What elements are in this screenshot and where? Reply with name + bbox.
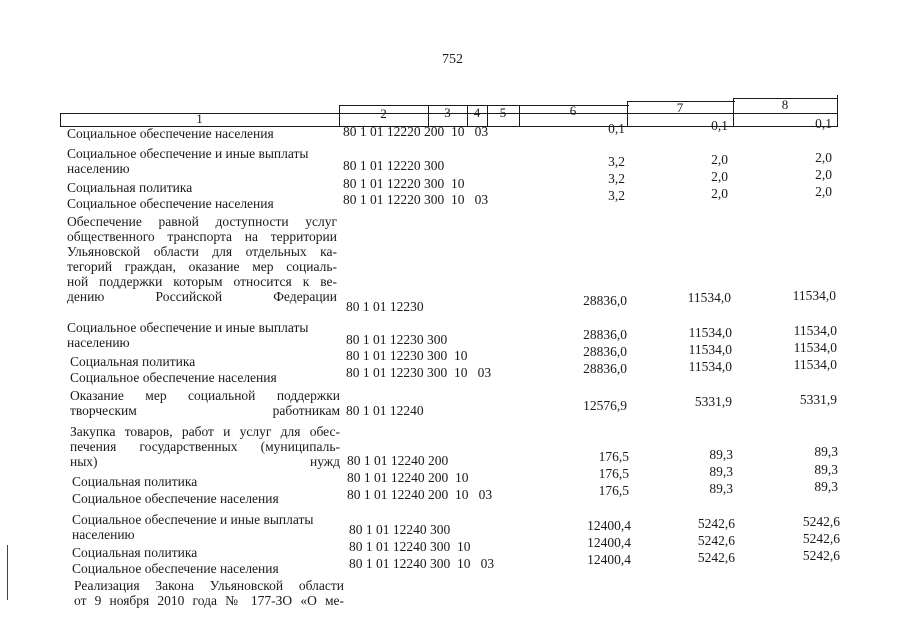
header-col-6: 6 [569,103,577,118]
header-col-7: 7 [676,100,684,115]
row-4-col6: 28836,0 [583,293,627,308]
row-7-name: Социальное обеспечение населения [70,370,277,385]
row-7-col7: 11534,0 [688,359,732,374]
row-11-col7: 89,3 [709,481,733,496]
row-5-code: 80 1 01 12230 300 [346,332,448,347]
row-12-name: Социальное обеспечение и иные выплаты населению [72,512,314,542]
header-col-5: 5 [499,105,507,120]
row-5-col8: 11534,0 [793,323,837,338]
row-10-col8: 89,3 [814,462,838,477]
header-col-1: 1 [196,111,203,126]
row-14-name: Социальное обеспечение населения [72,561,279,576]
row-13-col8: 5242,6 [802,531,840,546]
row-0-col6: 0,1 [608,121,625,136]
row-12-code: 80 1 01 12240 300 [349,522,451,537]
row-14-col8: 5242,6 [802,548,840,563]
row-12-col8: 5242,6 [802,514,840,529]
row-6-col7: 11534,0 [688,342,732,357]
row-13-code: 80 1 01 12240 300 10 [349,539,471,554]
row-9-name: Закупка товаров, работ и услуг для обес- печения государственных (муниципаль- ных) нужд [70,424,340,469]
row-4-code: 80 1 01 12230 [346,299,424,314]
row-8-col7: 5331,9 [694,394,732,409]
header-col-2: 2 [380,106,387,121]
row-6-col8: 11534,0 [793,340,837,355]
row-10-col7: 89,3 [709,464,733,479]
row-8-name: Оказание мер социальной поддержки творческим работникам [70,388,340,418]
row-4-col8: 11534,0 [792,288,836,303]
row-2-col7: 2,0 [711,169,728,184]
row-1-name: Социальное обеспечение и иные выплаты населению [67,146,309,176]
row-2-col6: 3,2 [608,171,625,186]
margin-mark [7,545,8,600]
row-13-col7: 5242,6 [697,533,735,548]
row-11-col6: 176,5 [598,483,629,498]
row-5-col6: 28836,0 [583,327,627,342]
row-8-col6: 12576,9 [583,398,627,413]
row-8-code: 80 1 01 12240 [346,403,424,418]
row-10-col6: 176,5 [598,466,629,481]
row-0-col8: 0,1 [815,116,832,131]
row-15-name: Реализация Закона Ульяновской области от 9 ноября 2010 года № 177-ЗО «О ме- [74,578,344,608]
row-8-col8: 5331,9 [799,392,837,407]
row-4-col7: 11534,0 [687,290,731,305]
row-3-col7: 2,0 [711,186,728,201]
row-9-code: 80 1 01 12240 200 [347,453,449,468]
row-6-col6: 28836,0 [583,344,627,359]
row-5-name: Социальное обеспечение и иные выплаты населению [67,320,309,350]
row-12-col7: 5242,6 [697,516,735,531]
row-2-col8: 2,0 [815,167,832,182]
row-0-code: 80 1 01 12220 200 10 03 [343,124,489,139]
row-3-name: Социальное обеспечение населения [67,196,274,211]
row-11-name: Социальное обеспечение населения [72,491,279,506]
row-10-code: 80 1 01 12240 200 10 [347,470,469,485]
row-3-col6: 3,2 [608,188,625,203]
row-2-name: Социальная политика [67,180,193,195]
row-0-col7: 0,1 [711,118,728,133]
row-14-col6: 12400,4 [587,552,631,567]
row-14-col7: 5242,6 [697,550,735,565]
row-6-name: Социальная политика [70,354,196,369]
row-13-col6: 12400,4 [587,535,631,550]
row-13-name: Социальная политика [72,545,198,560]
header-col-4: 4 [473,105,481,120]
row-0-name: Социальное обеспечение населения [67,126,274,141]
row-1-col6: 3,2 [608,154,625,169]
row-12-col6: 12400,4 [587,518,631,533]
row-5-col7: 11534,0 [688,325,732,340]
row-4-name: Обеспечение равной доступности услуг общественного транспорта на территории Ульяновской области для отдельных ка- тегорий граждан, оказание мер социаль- ной поддержки которым относится к ве- дению Российской Федерации [67,214,337,304]
row-1-code: 80 1 01 12220 300 [343,158,445,173]
row-11-code: 80 1 01 12240 200 10 03 [347,487,493,502]
row-1-col7: 2,0 [711,152,728,167]
row-7-col8: 11534,0 [793,357,837,372]
row-6-code: 80 1 01 12230 300 10 [346,348,468,363]
row-14-code: 80 1 01 12240 300 10 03 [349,556,495,571]
row-7-code: 80 1 01 12230 300 10 03 [346,365,492,380]
row-9-col8: 89,3 [814,444,838,459]
row-3-code: 80 1 01 12220 300 10 03 [343,192,489,207]
row-7-col6: 28836,0 [583,361,627,376]
header-col-8: 8 [781,97,789,112]
row-9-col6: 176,5 [598,449,629,464]
page-number: 752 [442,52,463,67]
row-2-code: 80 1 01 12220 300 10 [343,176,465,191]
row-1-col8: 2,0 [815,150,832,165]
header-col-3: 3 [444,105,451,120]
row-9-col7: 89,3 [709,447,733,462]
row-3-col8: 2,0 [815,184,832,199]
row-10-name: Социальная политика [72,474,198,489]
row-11-col8: 89,3 [814,479,838,494]
